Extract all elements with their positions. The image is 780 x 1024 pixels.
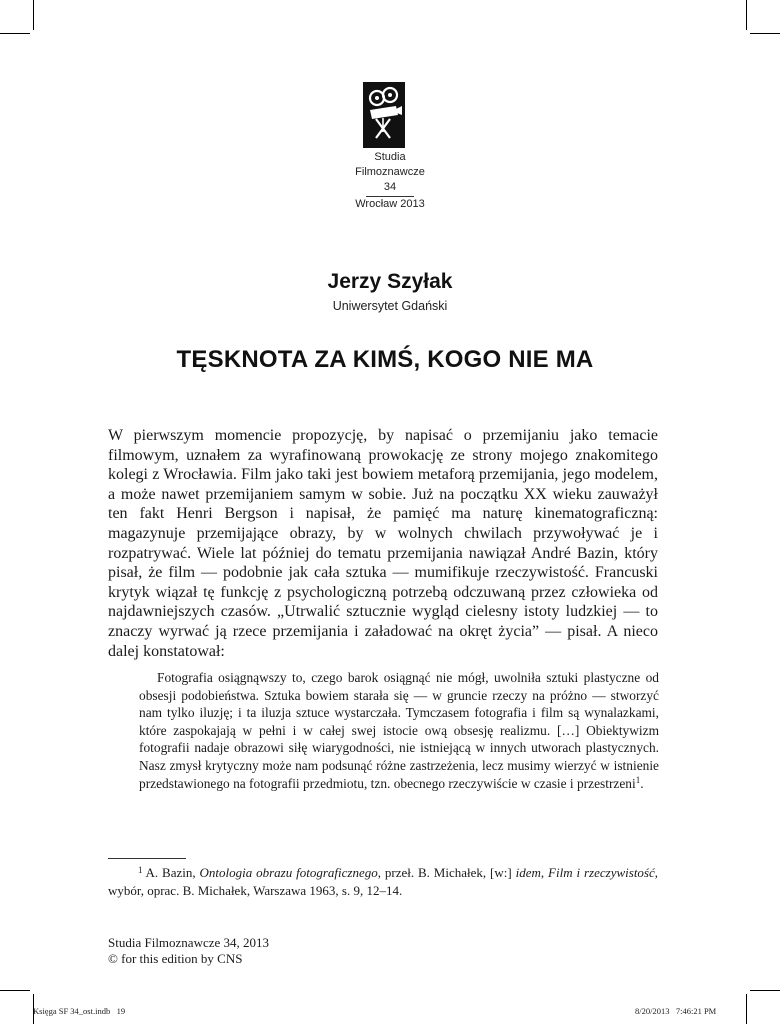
footnote	[108, 864, 658, 900]
body-paragraph: W pierwszym momencie propozycję, by napisać o przemijaniu jako temacie filmowym, uznałem za wyrafinowaną prowokację ze strony mojego znakomitego kolegi z Wrocławia. Film jako taki jest bowiem metaforą przemijania, jego modelem, a może nawet przemijaniem samym w sobie. Już na początku XX wieku zauważył ten fakt Henri Bergson i napisał, że pamięć ma naturę kinematograficzną: magazynuje przemijające obrazy, by w wolnych chwilach przywoływać je i rozpatrywać. Wiele lat później do tematu przemijania nawiązał André Bazin, który pisał, że film — podobnie jak cała sztuka — mumifikuje rzeczywistość. Francuski krytyk wiązał tę funkcję z psychologiczną potrzebą odczuwaną przez człowieka od najdawniejszych czasów. „Utrwalić sztucznie wygląd cielesny istoty ludzkiej — to znaczy wyrwać ją rzece przemijania i załadować na okręt życia” — pisał. A nieco dalej konstatował:	[108, 427, 658, 660]
quote-paragraph: Fotografia osiągnąwszy to, czego barok osiągnąć nie mógł, uwolniła sztuki plastyczne od obsesji podobieństwa. Sztuka bowiem starała się — w gruncie rzeczy na próżno — stworzyć nam tylko iluzję; i ta iluzja sztuce wystarczała. Tymczasem fotografia i film są wynalazkami, które zaspokajają w pełni i w całej swej istocie ową obsesję realizmu. […] Obiektywizm fotografii nadaje obrazowi siłę wiarygodności, nie istniejącą w innych utworach plastycznych. Nasz zmysł krytyczny może nam podsunąć różne zastrzeżenia, lecz musimy wierzyć w istnienie przedstawionego na fotografii przedmiotu, tzn. obecnego rzeczywiście w czasie i przestrzeni$^1$.	[139, 670, 659, 791]
crop-mark-top-right-h	[750, 33, 780, 34]
footnote-text-before: A. Bazin,	[145, 865, 200, 880]
article-title: TĘSKNOTA ZA KIMŚ, KOGO NIE MA	[176, 346, 594, 373]
footnote-book-title: Film i rzeczywistość	[548, 865, 655, 880]
journal-masthead	[290, 150, 490, 212]
copyright-line1: Studia Filmoznawcze 34, 2013	[108, 935, 270, 950]
footnote-idem: idem	[515, 865, 541, 880]
slug-file-name: Księga SF 34_ost.indb 19	[33, 1006, 126, 1016]
footnote-paragraph	[108, 864, 658, 900]
journal-volume: 34	[383, 181, 397, 193]
author-name: Jerzy Szyłak	[327, 270, 453, 293]
journal-place-year: Wrocław 2013	[355, 198, 425, 210]
quote-text: Fotografia osiągnąwszy to, czego barok osiągnąć nie mógł, uwolniła sztuki plastyczne od obsesji podobieństwa. Sztuka bowiem starała się — w gruncie rzeczy na próżno — stworzyć nam tylko iluzję; i ta iluzja sztuce wystarczała. Tymczasem fotografia i film są wynalazkami, które zaspokajają w pełni i w całej swej istocie ową obsesję realizmu. […] Obiektywizm fotografii nadaje obrazowi siłę wiarygodności, nie istniejącą w innych utworach plastycznych. Nasz zmysł krytyczny może nam podsunąć różne zastrzeżenia, lecz musimy wierzyć w istnienie przedstawionego na fotografii przedmiotu, tzn. obecnego rzeczywiście w czasie i przestrzeni	[139, 670, 659, 791]
footnote-reference[interactable]: 1	[635, 774, 641, 785]
slug-timestamp: 8/20/2013 7:46:21 PM	[635, 1006, 717, 1016]
crop-mark-bottom-right	[746, 994, 747, 1024]
author-affiliation: Uniwersytet Gdański	[332, 299, 448, 313]
block-quote	[139, 669, 659, 792]
crop-mark-top-left-h	[0, 33, 30, 34]
footnote-rule	[108, 858, 186, 859]
crop-mark-bottom-left-h	[0, 990, 30, 991]
footnote-cited-title: Ontologia obrazu fotograficznego	[199, 865, 378, 880]
journal-name-line1: Studia	[374, 151, 406, 163]
footnote-mark: 1	[138, 865, 143, 875]
crop-mark-top-right	[746, 0, 747, 30]
journal-name-line2: Filmoznawcze	[355, 166, 425, 178]
crop-mark-top-left	[33, 0, 34, 30]
copyright-line2: © for this edition by CNS	[108, 951, 243, 966]
footnote-text-middle: , przeł. B. Michałek, [w:]	[377, 865, 516, 880]
footnote-comma: ,	[540, 865, 549, 880]
film-camera-logo-icon	[363, 82, 405, 148]
crop-mark-bottom-right-h	[750, 990, 780, 991]
footnote-text-after: , wybór, oprac. B. Michałek, Warszawa 1963, s. 9, 12–14.	[108, 865, 659, 898]
article-body	[108, 426, 658, 661]
copyright-notice	[108, 935, 269, 967]
